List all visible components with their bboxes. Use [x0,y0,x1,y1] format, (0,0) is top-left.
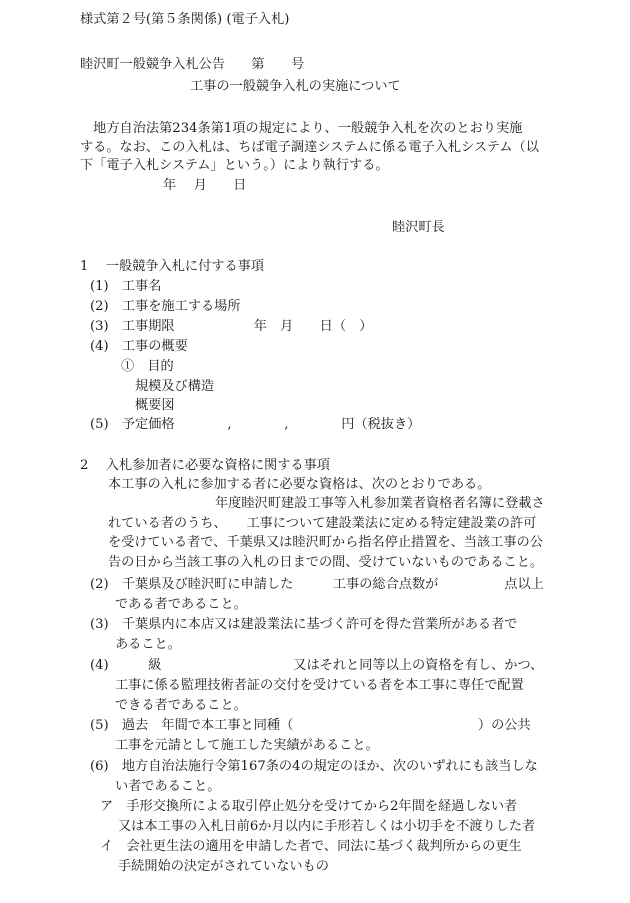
text-line: 告の日から当該工事の入札の日までの間、受けていないものであること。 [108,555,544,570]
list-item: (5) 予定価格 , , 円（税抜き） [90,417,421,432]
text-line: 又は本工事の入札日前6か月以内に手形若しくは小切手を不渡りした者 [118,819,536,834]
list-item: (1) 工事名 [90,279,162,294]
text-line: イ 会社更生法の適用を申請した者で、同法に基づく裁判所からの更生 [100,839,522,854]
list-item: (2) 工事を施工する場所 [90,299,241,314]
text-line: 年度睦沢町建設工事等入札参加業者資格者名簿に登載さ [215,496,545,511]
text-line: 本工事の入札に参加する者に必要な資格は、次のとおりである。 [108,477,491,492]
text-line: (3) 千葉県内に本店又は建設業法に基づく許可を得た営業所がある者で [90,617,518,632]
text-line: (5) 過去 年間で本工事と同種（ ）の公共 [90,718,531,733]
text-line: できる者であること。 [115,698,247,713]
list-item: 概要図 [135,398,175,413]
section-2-heading: 2 入札参加者に必要な資格に関する事項 [80,458,330,473]
text-line: い者であること。 [115,779,221,794]
form-label: 様式第２号(第５条関係) (電子入札) [80,12,290,27]
list-item: ① 目的 [121,359,174,374]
text-line: 手続開始の決定がされていないもの [118,859,329,874]
text-line: れている者のうち、 工事について建設業法に定める特定建設業の許可 [108,516,537,531]
date-line: 年 月 日 [163,178,247,193]
text-line: (6) 地方自治法施行令第167条の4の規定のほか、次のいずれにも該当しな [90,759,538,774]
text-line: 工事に係る監理技術者証の交付を受けている者を本工事に専任で配置 [115,678,524,693]
issuer: 睦沢町長 [392,220,445,235]
document-title: 工事の一般競争入札の実施について [190,79,401,94]
text-line: (4) 級 又はそれと同等以上の資格を有し、かつ、 [90,658,544,673]
list-item: (3) 工事期限 年 月 日（ ） [90,319,373,334]
text-line: 工事を元請として施工した実績があること。 [115,738,379,753]
text-line: あること。 [115,637,181,652]
section-1-heading: 1 一般競争入札に付する事項 [80,259,265,274]
text-line: を受けている者で、千葉県又は睦沢町から指名停止措置を、当該工事の公 [108,535,543,550]
text-line: ア 手形交換所による取引停止処分を受けてから2年間を経過しない者 [100,799,518,814]
notice-header: 睦沢町一般競争入札公告 第 号 [80,57,305,72]
list-item: (4) 工事の概要 [90,339,188,354]
text-line: (2) 千葉県及び睦沢町に申請した 工事の総合点数が 点以上 [90,577,544,592]
text-line: である者であること。 [115,597,247,612]
list-item: 規模及び構造 [135,379,215,394]
